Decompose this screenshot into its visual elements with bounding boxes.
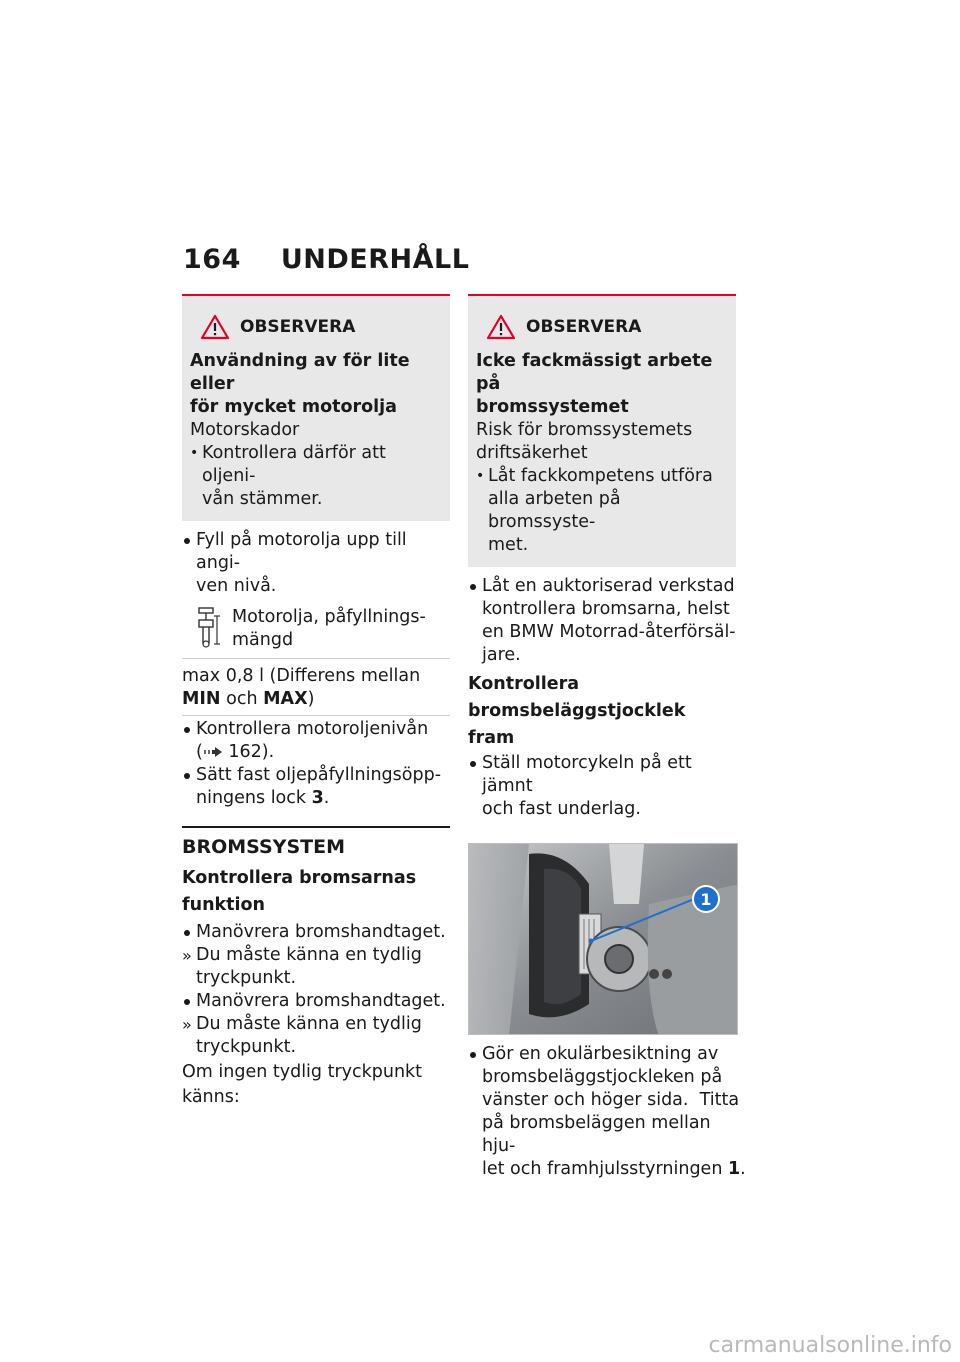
warning-triangle-icon: [486, 314, 516, 340]
oil-spec-label-row: [182, 602, 450, 659]
warning-heading-line2: för mycket motorolja: [190, 397, 397, 417]
warning-header: [486, 314, 726, 340]
result-line: tryckpunkt.: [196, 1037, 297, 1057]
result-pressure-point: [182, 1013, 450, 1059]
warning-action-line2: alla arbeten på bromssyste-: [488, 489, 621, 532]
brake-caliper-illustration: [469, 844, 738, 1035]
tail-line1: Om ingen tydlig tryckpunkt: [182, 1062, 423, 1082]
tail-line2: känns:: [182, 1087, 240, 1107]
warning-action-line2: vån stämmer.: [202, 489, 323, 509]
callout-number: 1: [700, 889, 712, 909]
spec-label-line1: Motorolja, påfyllnings-: [232, 607, 426, 627]
step-operate-brake: [182, 990, 450, 1013]
warning-triangle-icon: [200, 314, 230, 340]
step-line: Manövrera bromshandtaget.: [196, 922, 446, 942]
warning-heading-line1: Icke fackmässigt arbete på: [476, 351, 713, 394]
page-number: 164: [183, 244, 241, 275]
warning-heading-line1: Användning av för lite eller: [190, 351, 410, 394]
bullet-marker: •: [190, 445, 199, 461]
oil-spec-label: [232, 606, 426, 652]
step-line: Manövrera bromshandtaget.: [196, 991, 446, 1011]
subsection-title-line1: Kontrollera bromsarnas: [182, 868, 417, 888]
left-column: [182, 294, 450, 1109]
step-close-cap: [182, 764, 450, 810]
spec-value-prefix: max 0,8 l (Differens mellan: [182, 666, 421, 686]
oil-spec-table: [182, 602, 450, 716]
warning-title: OBSERVERA: [526, 316, 642, 337]
section-title: BROMSSYSTEM: [182, 826, 450, 859]
step-line: och fast underlag.: [482, 799, 641, 819]
ref-page: 162).: [222, 742, 275, 762]
reference-arrow-icon: [203, 746, 223, 758]
step-line: jare.: [482, 645, 521, 665]
step-line: ven nivå.: [196, 576, 277, 596]
step-park-motorcycle: [468, 752, 736, 821]
step-check-oil-level: [182, 718, 450, 764]
subsection-title-line2: bromsbeläggstjocklek fram: [468, 701, 686, 748]
warning-action: [476, 465, 726, 557]
warning-box-brake: [468, 294, 736, 567]
warning-heading-line2: bromssystemet: [476, 397, 629, 417]
subsection-title-line2: funktion: [182, 895, 266, 915]
warning-header: [200, 314, 440, 340]
step-line: [196, 787, 450, 810]
page-reference[interactable]: [196, 741, 450, 764]
oil-measure-icon: [196, 606, 222, 650]
warning-action-line3: met.: [488, 535, 529, 555]
warning-action-line1: Kontrollera därför att oljeni-: [202, 443, 386, 486]
result-pressure-point: [182, 944, 450, 990]
chapter-title: UNDERHÅLL: [280, 244, 470, 275]
step-line: kontrollera bromsarna, helst: [482, 599, 730, 619]
subsection-title-line1: Kontrollera: [468, 674, 580, 694]
step-line: bromsbeläggstjockleken på: [482, 1067, 723, 1087]
step-fill-oil: [182, 529, 450, 598]
step-line: Kontrollera motoroljenivån: [196, 719, 429, 739]
step-text: let och framhjulsstyrningen: [482, 1159, 728, 1179]
result-line: Du måste känna en tydlig: [196, 945, 422, 965]
step-line: vänster och höger sida. Titta: [482, 1090, 740, 1110]
result-line: Du måste känna en tydlig: [196, 1014, 422, 1034]
bullet-marker: •: [476, 468, 485, 484]
result-marker-icon: »: [182, 946, 192, 965]
callout-ref: 1: [727, 1159, 741, 1179]
step-line: på bromsbeläggen mellan hju-: [482, 1113, 711, 1156]
step-text: ningens lock: [196, 788, 312, 808]
watermark: carmanualsonline.info: [708, 1333, 952, 1358]
warning-consequence: Motorskador: [190, 420, 300, 440]
brake-caliper-photo: [468, 843, 738, 1035]
callout-badge: [692, 885, 720, 913]
warning-consequence-line2: driftsäkerhet: [476, 443, 588, 463]
step-end: .: [323, 788, 330, 808]
spec-och: och: [220, 689, 264, 709]
warning-action: [190, 442, 440, 511]
spec-label-line2: mängd: [232, 630, 294, 650]
step-operate-brake: [182, 921, 450, 944]
step-end: .: [740, 1159, 746, 1179]
step-line: en BMW Motorrad-återförsäl-: [482, 622, 736, 642]
spec-max: MAX: [263, 689, 308, 709]
step-line: Sätt fast oljepåfyllningsöpp-: [196, 765, 442, 785]
step-line: Fyll på motorolja upp till angi-: [196, 530, 407, 573]
ref-open: (: [196, 742, 203, 762]
right-column: [468, 294, 746, 1181]
result-marker-icon: »: [182, 1015, 192, 1034]
step-line: [482, 1158, 746, 1181]
step-line: Ställ motorcykeln på ett jämnt: [482, 753, 692, 796]
spec-close: ): [307, 689, 315, 709]
warning-action-line1: Låt fackkompetens utföra: [488, 466, 713, 486]
warning-consequence-line1: Risk för bromssystemets: [476, 420, 693, 440]
warning-box-oil: [182, 294, 450, 521]
step-line: Gör en okulärbesiktning av: [482, 1044, 719, 1064]
callout-ref: 3: [311, 788, 324, 808]
warning-title: OBSERVERA: [240, 316, 356, 337]
step-line: Låt en auktoriserad verkstad: [482, 576, 735, 596]
step-visual-inspection: [468, 1043, 746, 1181]
page-header: [183, 244, 469, 275]
oil-spec-value-row: [182, 659, 450, 716]
spec-min: MIN: [182, 689, 221, 709]
result-line: tryckpunkt.: [196, 968, 297, 988]
step-authorized-workshop: [468, 575, 736, 667]
